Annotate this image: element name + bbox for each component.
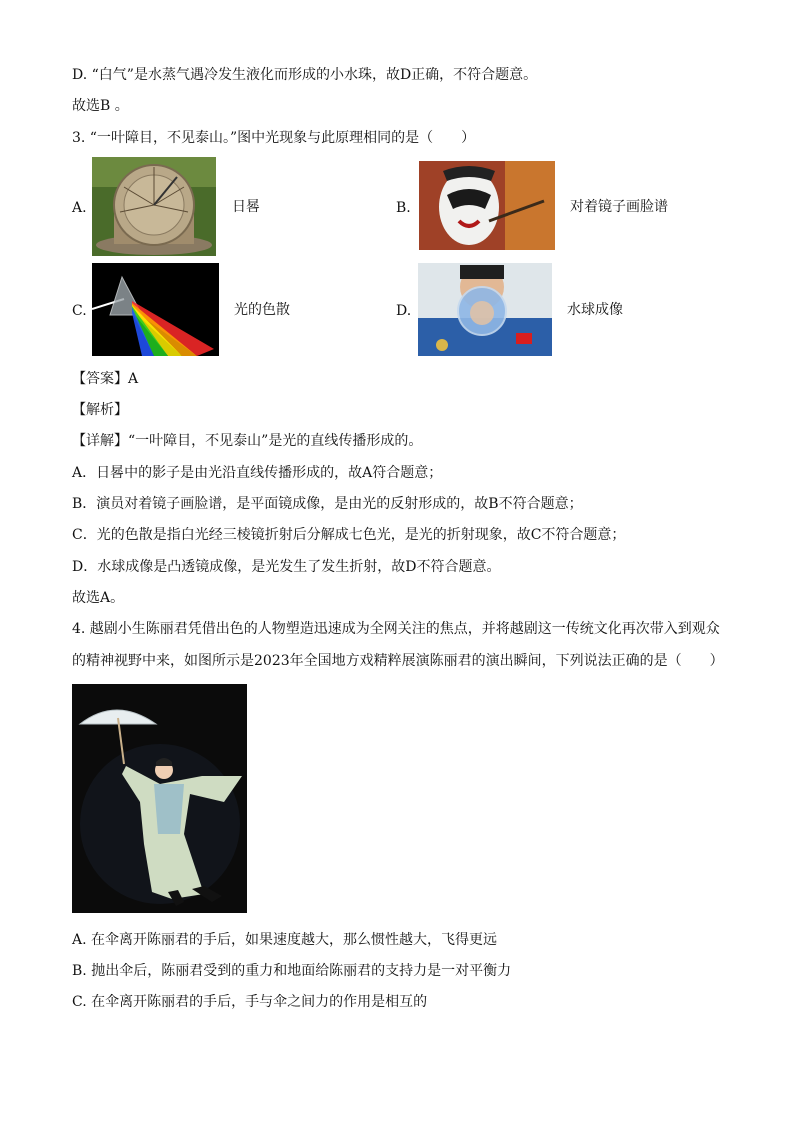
answer-label: 【答案】A bbox=[72, 371, 139, 387]
text-line: 故选B 。 bbox=[72, 98, 129, 114]
face-painting-image bbox=[419, 161, 555, 250]
option-c-text: 光的色散 bbox=[234, 302, 290, 318]
question-4-stem-line2: 的精神视野中来，如图所示是2023年全国地方戏精粹展演陈丽君的演出瞬间，下列说法正确的是（ ） bbox=[72, 653, 724, 669]
explanation-b: B．演员对着镜子画脸谱，是平面镜成像，是由光的反射形成的，故B不符合题意； bbox=[72, 496, 583, 512]
option-b-letter: B. bbox=[396, 200, 411, 216]
choose-text: 故选A。 bbox=[72, 590, 125, 606]
explanation-c: C．光的色散是指白光经三棱镜折射后分解成七色光，是光的折射现象，故C不符合题意； bbox=[72, 527, 626, 543]
option-a-letter: A. bbox=[72, 200, 87, 216]
question-4-stem-line1: 4. 越剧小生陈丽君凭借出色的人物塑造迅速成为全网关注的焦点，并将越剧这一传统文化再次带入到观众 bbox=[72, 621, 720, 637]
question-3-stem: 3. “一叶障目，不见泰山。”图中光现象与此原理相同的是（ ） bbox=[72, 130, 476, 146]
option-d-letter: D. bbox=[396, 303, 412, 319]
analysis-label: 【解析】 bbox=[72, 402, 128, 418]
water-ball-image bbox=[418, 263, 552, 356]
option-c-letter: C. bbox=[72, 303, 87, 319]
option-b-text: 对着镜子画脸谱 bbox=[570, 199, 668, 215]
prism-dispersion-image bbox=[92, 263, 219, 356]
explanation-d: D．水球成像是凸透镜成像，是光发生了发生折射，故D不符合题意。 bbox=[72, 559, 501, 575]
sundial-image bbox=[92, 157, 216, 256]
question-4-option-b: B. 抛出伞后，陈丽君受到的重力和地面给陈丽君的支持力是一对平衡力 bbox=[72, 963, 512, 979]
question-4-option-c: C. 在伞离开陈丽君的手后，手与伞之间力的作用是相互的 bbox=[72, 994, 428, 1010]
option-d-text: 水球成像 bbox=[567, 302, 623, 318]
explanation-a: A．日晷中的影子是由光沿直线传播形成的，故A符合题意； bbox=[72, 465, 443, 481]
text-line: D. “白气”是水蒸气遇冷发生液化而形成的小水珠，故D正确，不符合题意。 bbox=[72, 67, 538, 83]
detail-text: 【详解】“一叶障目，不见泰山”是光的直线传播形成的。 bbox=[72, 433, 423, 449]
opera-performer-image bbox=[72, 684, 247, 913]
option-a-text: 日晷 bbox=[232, 199, 260, 215]
question-4-option-a: A. 在伞离开陈丽君的手后，如果速度越大，那么惯性越大，飞得更远 bbox=[72, 932, 498, 948]
